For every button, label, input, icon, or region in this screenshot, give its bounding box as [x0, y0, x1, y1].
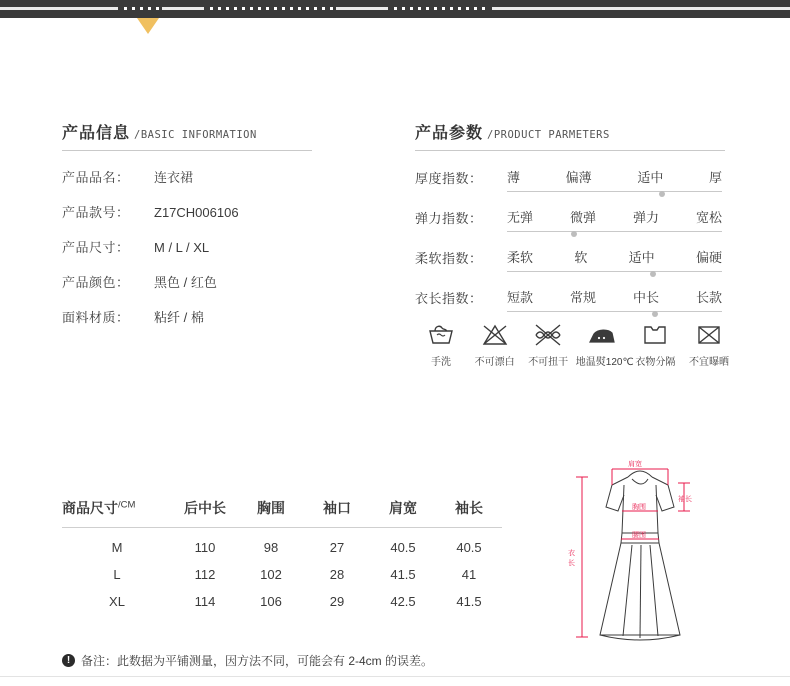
measure-cell: 41 [461, 567, 477, 582]
scale-option: 偏薄 [565, 170, 592, 185]
care-item-label: 不可扭干 [528, 357, 569, 368]
scale-marker [659, 191, 665, 197]
triangle-pointer-icon [137, 18, 159, 34]
footer-divider [0, 676, 790, 677]
info-row [62, 202, 312, 221]
measure-cell: 41.5 [390, 567, 416, 582]
parameter-label: 柔软指数： [415, 251, 483, 266]
scale-option: 软 [574, 250, 588, 265]
care-item-iron-low [575, 320, 634, 368]
size-table-header-label: 商品尺寸 [62, 500, 118, 516]
basic-information-list [62, 167, 312, 326]
parameter-scale [507, 207, 722, 232]
info-row-label: 产品尺寸： [62, 240, 130, 255]
diagram-label-sleeve: 袖长 [678, 496, 692, 503]
measure-cell: 112 [194, 567, 216, 582]
scale-option: 偏硬 [695, 250, 722, 265]
size-cell: L [113, 567, 121, 582]
care-item-label: 不宜曝晒 [688, 357, 729, 368]
care-item-hand-wash [415, 320, 467, 368]
care-item-label: 手洗 [431, 357, 451, 368]
info-row-label: 产品品名： [62, 170, 130, 185]
care-item-separate-wash [629, 320, 681, 368]
parameter-row-thickness [415, 167, 725, 192]
hand-wash-icon [415, 320, 467, 350]
scale-line [507, 311, 722, 312]
scale-option: 适中 [628, 250, 655, 265]
measure-cell: 110 [194, 540, 216, 555]
parameter-list [415, 167, 725, 312]
no-wring-icon [522, 320, 574, 350]
care-item-no-bleach [469, 320, 521, 368]
topbar-segment [336, 7, 388, 10]
parameter-row-softness [415, 247, 725, 272]
measure-cell: 102 [260, 567, 282, 582]
product-parameters-title-en: /PRODUCT PARMETERS [487, 129, 610, 141]
product-parameters-title-cn: 产品参数 [415, 125, 484, 142]
size-table-header-cell: 肩宽 [389, 500, 417, 516]
parameter-row-length [415, 287, 725, 312]
exclamation-icon: ! [62, 654, 75, 667]
basic-information-section [62, 120, 312, 342]
size-table-header-cell: 袖口 [323, 500, 351, 516]
care-item-label: 不可漂白 [474, 357, 515, 368]
care-instructions [415, 320, 735, 368]
table-row [62, 555, 502, 582]
table-row [62, 582, 502, 609]
measure-cell: 27 [329, 540, 345, 555]
care-item-label: 衣物分隔 [635, 357, 676, 368]
size-cell: XL [109, 594, 125, 609]
info-row-value: M / L / XL [154, 240, 210, 255]
measure-cell: 114 [194, 594, 216, 609]
care-item-no-sun-dry [683, 320, 735, 368]
measure-cell: 29 [329, 594, 345, 609]
scale-option: 短款 [507, 290, 534, 305]
info-row [62, 237, 312, 256]
parameter-label: 厚度指数： [415, 171, 483, 186]
diagram-label-length: 衣 [568, 550, 575, 557]
scale-option: 微弹 [569, 210, 596, 225]
size-table-header [62, 498, 502, 528]
parameter-scale [507, 247, 722, 272]
scale-option: 常规 [569, 290, 596, 305]
scale-option: 中长 [632, 290, 659, 305]
basic-information-heading [62, 120, 312, 143]
size-table-header-cell: 后中长 [184, 500, 226, 516]
dress-measurement-diagram [560, 455, 750, 670]
size-table-header-cell: 胸围 [257, 500, 285, 516]
info-row-value: 粘纤 / 棉 [154, 310, 204, 325]
measure-cell: 41.5 [456, 594, 482, 609]
size-table [62, 498, 502, 609]
no-sun-dry-icon [683, 320, 735, 350]
scale-line [507, 271, 722, 272]
info-row-value: 黑色 / 红色 [154, 275, 217, 290]
size-table-header-cell: 袖长 [455, 500, 483, 516]
parameter-label: 衣长指数： [415, 291, 483, 306]
iron-low-icon [576, 320, 628, 350]
scale-marker [571, 231, 577, 237]
table-row [62, 528, 502, 555]
measure-cell: 42.5 [390, 594, 416, 609]
product-parameters-heading [415, 120, 725, 143]
parameter-scale [507, 167, 722, 192]
care-item-no-wring [522, 320, 574, 368]
care-item-label: 地温熨120℃ [575, 357, 634, 368]
size-table-note [62, 652, 433, 669]
scale-option: 薄 [507, 170, 521, 185]
measure-cell: 106 [260, 594, 282, 609]
scale-option: 弹力 [632, 210, 659, 225]
basic-information-title-en: /BASIC INFORMATION [134, 129, 257, 141]
basic-information-title-cn: 产品信息 [62, 125, 131, 142]
scale-marker [652, 311, 658, 317]
info-row-value: 连衣裙 [154, 170, 194, 185]
parameter-label: 弹力指数： [415, 211, 483, 226]
scale-option: 厚 [708, 170, 722, 185]
measure-cell: 98 [263, 540, 279, 555]
size-table-note-text: 备注：此数据为平铺测量，因方法不同，可能会有 2-4cm 的误差。 [81, 654, 434, 668]
scale-line [507, 231, 722, 232]
diagram-label-waist: 腰围 [632, 532, 646, 539]
parameter-row-elasticity [415, 207, 725, 232]
scale-option: 宽松 [695, 210, 722, 225]
size-table-header-cell [62, 498, 172, 518]
section-divider [62, 150, 312, 151]
info-row-label: 产品款号： [62, 205, 130, 220]
measure-cell: 40.5 [390, 540, 416, 555]
size-cell: M [111, 540, 123, 555]
info-row [62, 167, 312, 186]
measure-cell: 28 [329, 567, 345, 582]
topbar-segment [492, 7, 790, 10]
section-divider [415, 150, 725, 151]
scale-option: 柔软 [507, 250, 534, 265]
scale-marker [650, 271, 656, 277]
topbar-segment [162, 7, 204, 10]
scale-option: 适中 [637, 170, 664, 185]
scale-option: 长款 [695, 290, 722, 305]
parameter-scale [507, 287, 722, 312]
info-row [62, 307, 312, 326]
product-parameters-section [415, 120, 725, 327]
info-row-label: 面料材质： [62, 310, 130, 325]
top-decorative-bar [0, 0, 790, 18]
size-table-unit: /CM [118, 499, 136, 511]
separate-wash-icon [629, 320, 681, 350]
info-row-label: 产品颜色： [62, 275, 130, 290]
info-row-value: Z17CH006106 [154, 205, 239, 220]
info-row [62, 272, 312, 291]
scale-line [507, 191, 722, 192]
measure-cell: 40.5 [456, 540, 482, 555]
diagram-label-length2: 长 [568, 560, 575, 567]
no-bleach-icon [469, 320, 521, 350]
scale-option: 无弹 [507, 210, 534, 225]
diagram-label-shoulder: 肩宽 [628, 461, 642, 468]
topbar-segment [0, 7, 118, 10]
diagram-label-bust: 胸围 [632, 504, 646, 511]
